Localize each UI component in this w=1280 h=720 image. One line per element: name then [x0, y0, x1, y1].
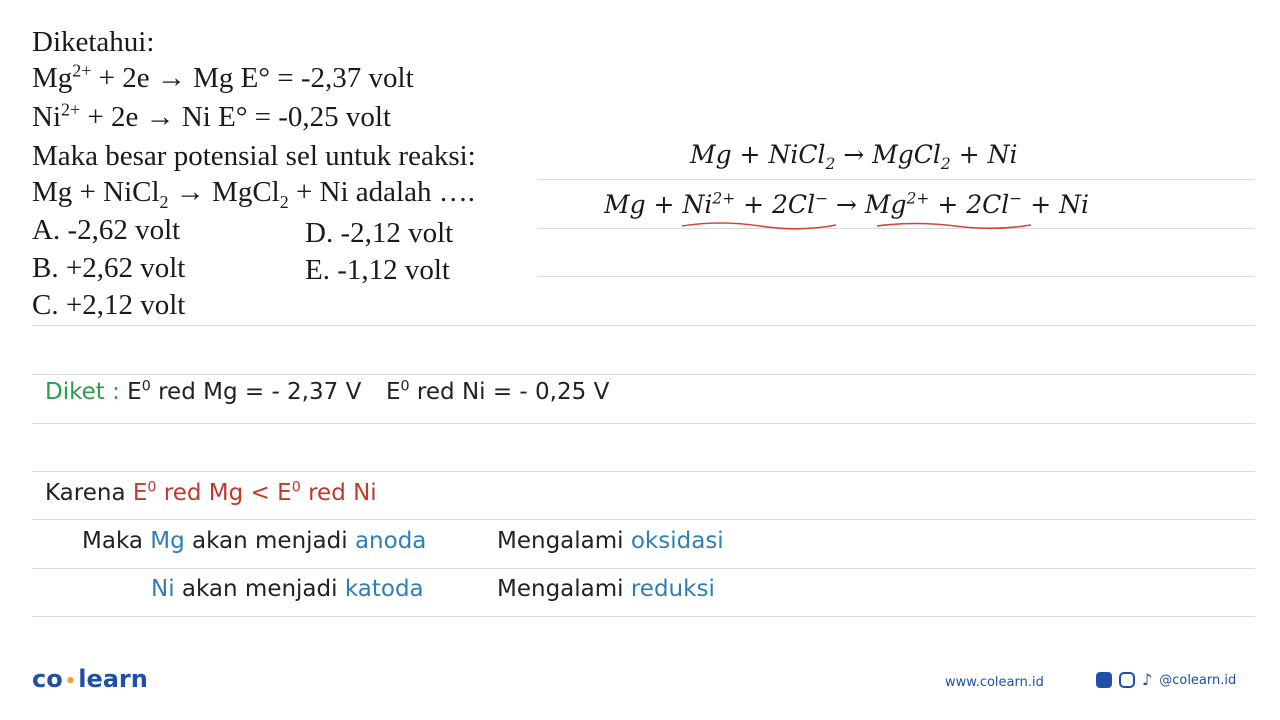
karena-e1: E: [132, 480, 148, 506]
anode-element: Mg: [150, 528, 185, 554]
karena-line: [45, 480, 377, 506]
diket-e-mg-zero: 0: [141, 378, 151, 395]
cathode-mid: akan menjadi: [181, 576, 338, 602]
option-e: E. -1,12 volt: [305, 254, 450, 286]
rule-line: [32, 616, 1255, 617]
rule-line: [32, 568, 1255, 569]
red-underline-product: [875, 220, 1035, 232]
eq-ni-charge: 2+: [61, 99, 81, 120]
eq-mg-charge: 2+: [72, 60, 92, 81]
work-r2-b: + 2Cl: [735, 190, 816, 219]
option-c: C. +2,12 volt: [32, 289, 186, 321]
work-r2-sup1: 2+: [712, 189, 736, 208]
oxidation-meng: Mengalami: [497, 528, 624, 554]
anode-line: [82, 528, 426, 554]
question-prompt: Maka besar potensial sel untuk reaksi:: [32, 140, 476, 172]
diket-mg-text: red Mg = - 2,37 V: [150, 379, 362, 405]
facebook-icon[interactable]: [1096, 672, 1112, 688]
karena-tail: red Ni: [300, 480, 377, 506]
footer-handle[interactable]: @colearn.id: [1159, 672, 1237, 688]
option-b: B. +2,62 volt: [32, 252, 186, 284]
karena-comparison: [133, 480, 377, 506]
eq-mg-rest: + 2e → Mg E° = -2,37 volt: [91, 62, 414, 94]
diket-e-ni-zero: 0: [400, 378, 410, 395]
anode-word: anoda: [354, 528, 427, 554]
cathode-word: katoda: [344, 576, 424, 602]
work-r1-b: → MgCl: [835, 140, 941, 169]
work-r2-sup4: −: [1009, 189, 1023, 208]
reaction-sub-2: 2: [279, 191, 289, 212]
question-intro: Diketahui:: [32, 26, 155, 58]
cathode-element: Ni: [151, 576, 175, 602]
reduction-meng: Mengalami: [497, 576, 624, 602]
diket-ni-text: red Ni = - 0,25 V: [409, 379, 610, 405]
work-r2-c: → Mg: [828, 190, 907, 219]
cathode-line: [151, 576, 424, 602]
work-r2-a: Mg + Ni: [604, 190, 713, 219]
option-a: A. -2,62 volt: [32, 214, 181, 246]
reduction-word: reduksi: [630, 576, 715, 602]
logo-part-co: co: [32, 665, 63, 693]
karena-e2-zero: 0: [291, 479, 301, 496]
oxidation-word: oksidasi: [630, 528, 724, 554]
work-r1-a: Mg + NiCl: [690, 140, 826, 169]
diket-label: Diket :: [45, 379, 120, 405]
diket-line: [45, 379, 361, 405]
logo-part-learn: learn: [78, 665, 148, 693]
reaction-part-b: → MgCl: [168, 176, 280, 208]
colearn-logo: [32, 665, 148, 693]
work-r2-d: + 2Cl: [929, 190, 1010, 219]
instagram-icon[interactable]: [1119, 672, 1135, 688]
given-equation-ni: [32, 101, 391, 134]
tiktok-icon[interactable]: ♪: [1142, 670, 1153, 689]
rule-line: [32, 519, 1255, 520]
reaction-sub-1: 2: [159, 191, 169, 212]
reduction-line: [497, 576, 715, 602]
work-r1-c: + Ni: [950, 140, 1018, 169]
work-reaction-molecular: [690, 140, 1018, 173]
oxidation-line: [497, 528, 724, 554]
karena-word: Karena: [45, 480, 126, 506]
work-reaction-ionic: [604, 190, 1089, 219]
karena-e2: E: [277, 480, 292, 506]
work-r2-sup2: −: [815, 189, 829, 208]
work-r1-sub1: 2: [825, 155, 836, 173]
anode-mid: akan menjadi: [192, 528, 348, 554]
diket-ni-line: [386, 379, 609, 405]
work-r1-sub2: 2: [940, 155, 951, 173]
rule-line: [32, 423, 1255, 424]
red-underline-reactant: [680, 220, 840, 232]
karena-cmp: red Mg <: [156, 480, 278, 506]
eq-ni-rest: + 2e → Ni E° = -0,25 volt: [80, 101, 392, 133]
rule-line: [537, 179, 1255, 180]
rule-line: [32, 325, 1255, 326]
footer-website[interactable]: www.colearn.id: [945, 675, 1044, 690]
diket-e-ni: E: [386, 379, 401, 405]
reaction-part-a: Mg + NiCl: [32, 176, 160, 208]
logo-dot: •: [64, 671, 77, 692]
footer-social: [1096, 672, 1236, 688]
maka-word: Maka: [82, 528, 143, 554]
rule-line: [32, 374, 1255, 375]
rule-line: [32, 471, 1255, 472]
given-equation-mg: [32, 62, 414, 95]
option-d: D. -2,12 volt: [305, 217, 454, 249]
eq-ni-symbol: Ni: [32, 101, 61, 133]
eq-mg-symbol: Mg: [32, 62, 73, 94]
diket-e-mg: E: [127, 379, 142, 405]
rule-line: [537, 276, 1255, 277]
reaction-part-c: + Ni adalah ….: [288, 176, 475, 208]
work-r2-sup3: 2+: [906, 189, 930, 208]
karena-e1-zero: 0: [147, 479, 157, 496]
question-reaction: [32, 176, 475, 212]
work-r2-e: + Ni: [1022, 190, 1089, 219]
